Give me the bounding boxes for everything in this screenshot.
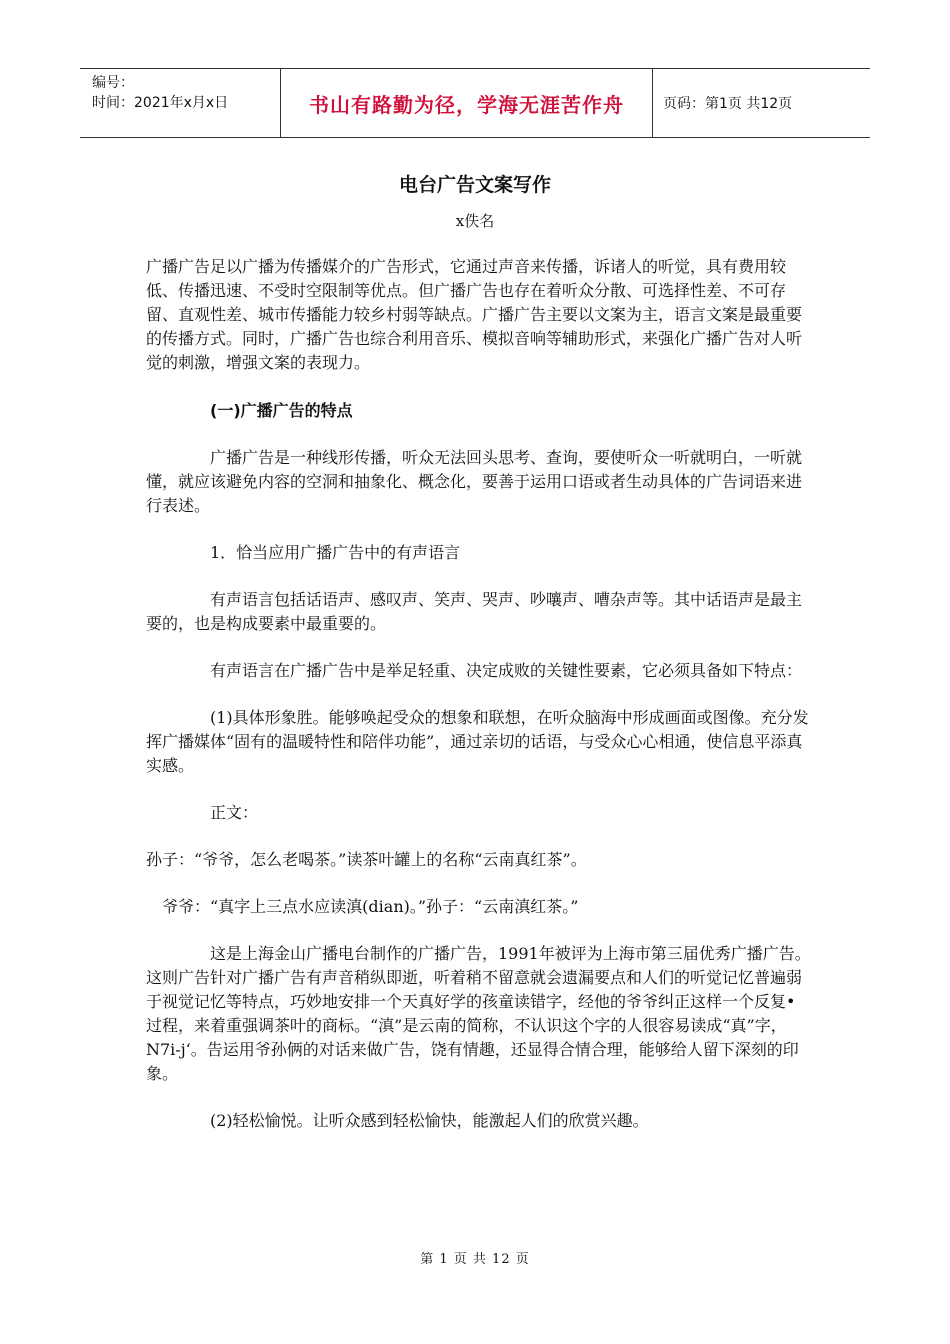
- dialog-line: 孙子：“爷爷，怎么老喝茶。”读茶叶罐上的名称“云南真红茶”。: [146, 850, 587, 869]
- page-footer: 第 1 页 共 12 页: [420, 1252, 530, 1267]
- document-title: 电台广告文案写作: [398, 174, 551, 196]
- paragraph-intro: 广播广告足以广播为传播媒介的广告形式，它通过声音来传播，诉诸人的听觉，具有费用较低、传播迅速、不受时空限制等优点。但广播广告也存在着听众分散、可选择性差、不可存留、直观性差、城市传播能力较乡村弱等缺点。广播广告主要以文案为主，语言文案是最重要的传播方式。同时，广播广告也综合利用音乐、模拟音响等辅助形式，来强化广播广告对人听觉的刺激，增强文案的表现力。: [146, 257, 803, 372]
- paragraph: (1)具体形象胜。能够唤起受众的想象和联想，在听众脑海中形成画面或图像。充分发挥广播媒体“固有的温暖特性和陪伴功能”，通过亲切的话语，与受众心心相通，使信息平添真实感。: [146, 708, 809, 775]
- document-body: [146, 255, 811, 1156]
- paragraph: 这是上海金山广播电台制作的广播广告，1991年被评为上海市第三届优秀广播广告。这则广告针对广播广告有声音稍纵即逝，听着稍不留意就会遗漏要点和人们的听觉记忆普遍弱于视觉记忆等特点，巧妙地安排一个天真好学的孩童读错字，经他的爷爷纠正这样一个反复•过程，来着重强调茶叶的商标。“滇”是云南的简称，不认识这个字的人很容易读成“真”字，N7i-j‘。告运用爷孙俩的对话来做广告，饶有情趣，还显得合情合理，能够给人留下深刻的印象。: [146, 944, 811, 1083]
- paragraph: 有声语言包括话语声、感叹声、笑声、哭声、吵嚷声、嘈杂声等。其中话语声是最主要的，也是构成要素中最重要的。: [146, 590, 803, 633]
- subsection-heading: 1．恰当应用广播广告中的有声语言: [210, 543, 461, 562]
- document-author: x佚名: [455, 212, 495, 230]
- document-header-table: [80, 68, 870, 138]
- paragraph: 广播广告是一种线形传播，听众无法回头思考、查询，要使听众一听就明白，一听就懂，就应该避免内容的空洞和抽象化、概念化，要善于运用口语或者生动具体的广告词语来进行表述。: [146, 448, 803, 515]
- section-heading: (一)广播广告的特点: [210, 401, 353, 420]
- paragraph-label: 正文：: [210, 803, 259, 822]
- header-motto: 书山有路勤为径，学海无涯苦作舟: [281, 69, 653, 137]
- paragraph: 有声语言在广播广告中是举足轻重、决定成败的关键性要素，它必须具备如下特点：: [210, 661, 803, 680]
- paragraph: (2)轻松愉悦。让听众感到轻松愉快，能激起人们的欣赏兴趣。: [210, 1111, 649, 1130]
- header-page-info: 页码：第1页 共12页: [663, 96, 793, 112]
- header-meta-cell: [80, 69, 281, 137]
- number-label: 编号：: [92, 75, 134, 91]
- time-label: 时间：2021年x月x日: [92, 95, 229, 111]
- dialog-line: 爷爷：“真字上三点水应读滇(dian)。”孙子：“云南滇红茶。”: [162, 897, 579, 916]
